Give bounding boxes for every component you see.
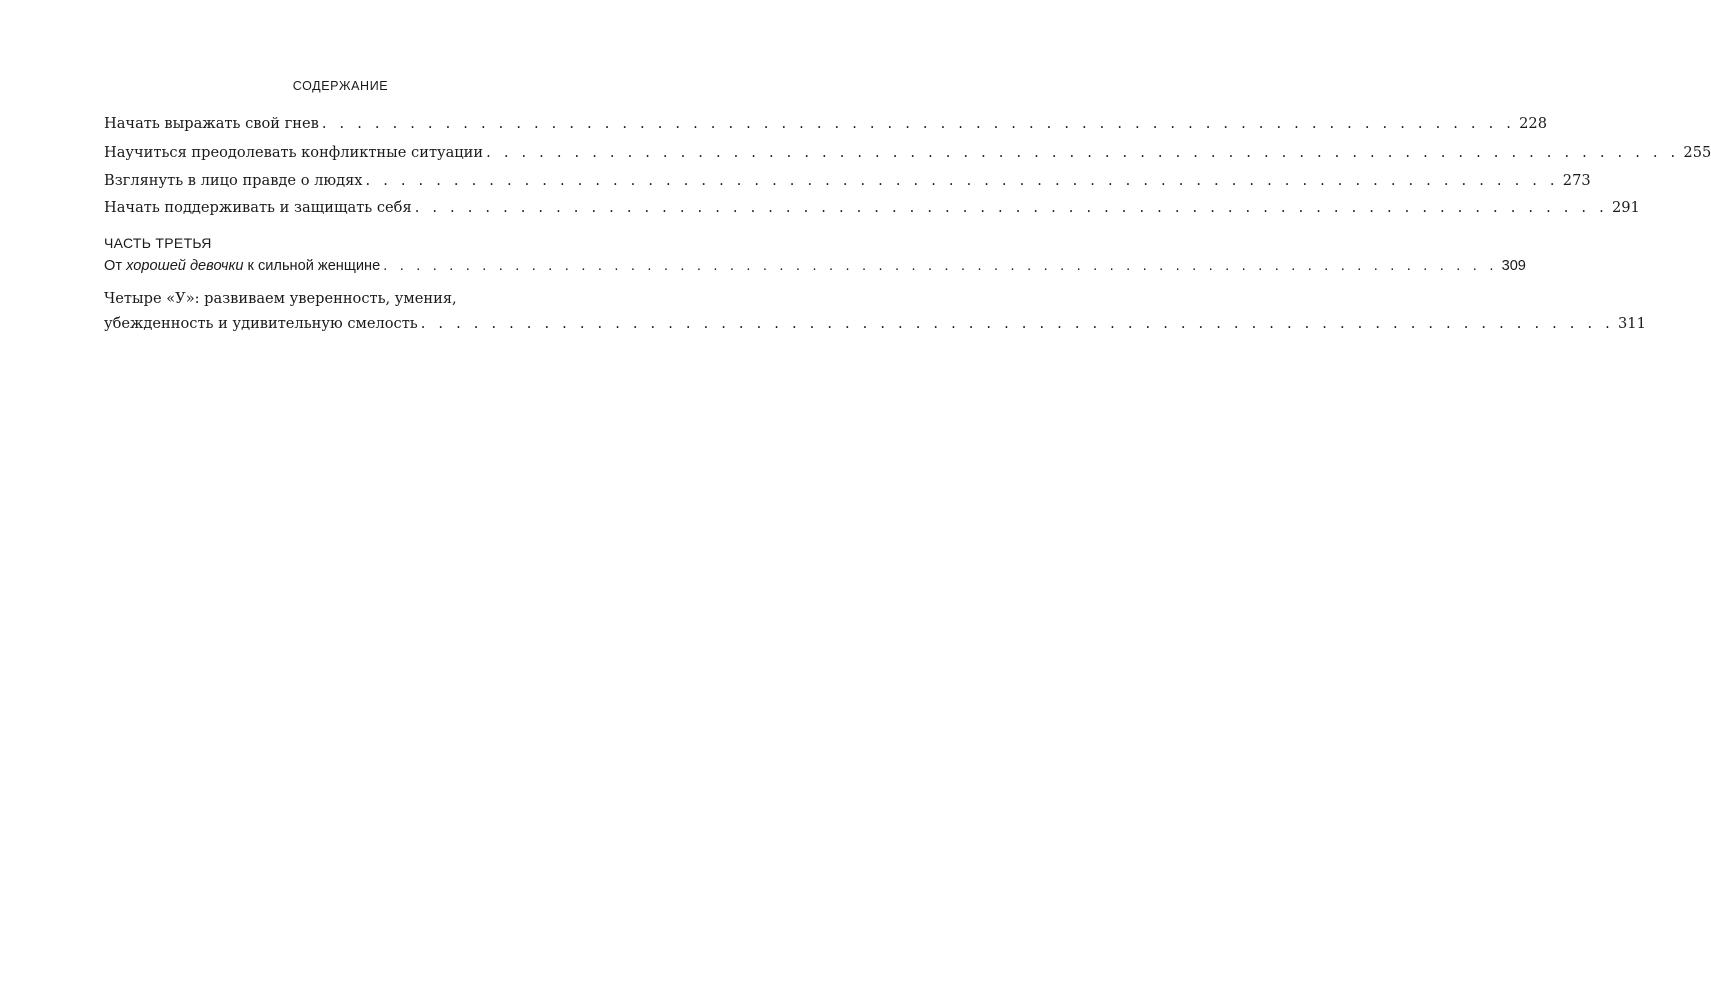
part-heading: ЧАСТЬ ТРЕТЬЯ (104, 235, 212, 251)
dot-leader: . . . . . . . . . . . . . . . . . . . . . . . . . . . . . . . . . . . . . . . . . . . . . . . . . . . . . . . . . . . . . . . . . . . . (365, 172, 1559, 189)
running-head: СОДЕРЖАНИЕ (292, 79, 389, 93)
toc-entry-page: 228 (1519, 115, 1547, 132)
toc-entry-title: Начать поддерживать и защищать себя (104, 199, 412, 216)
title-italic: хорошей девочки (126, 258, 244, 274)
toc-entry-part (104, 255, 1526, 277)
toc-entry-page: 311 (1618, 315, 1646, 332)
dot-leader: . . . . . . . . . . . . . . . . . . . . . . . . . . . . . . . . . . . . . . . . . . . . . . . . . . . . . . . . . . . . . . . . . . . . (383, 258, 1498, 274)
toc-entry (104, 197, 1640, 219)
toc-entry (104, 313, 1646, 335)
title-prefix: От (104, 258, 127, 274)
toc-entry-page: 255 (1683, 144, 1711, 161)
toc-entry-page: 309 (1501, 258, 1526, 274)
toc-entry (104, 170, 1591, 192)
dot-leader: . . . . . . . . . . . . . . . . . . . . . . . . . . . . . . . . . . . . . . . . . . . . . . . . . . . . . . . . . . . . . . . . . . . . (420, 315, 1614, 332)
toc-entry-page: 291 (1611, 199, 1640, 216)
dot-leader: . . . . . . . . . . . . . . . . . . . . . . . . . . . . . . . . . . . . . . . . . . . . . . . . . . . . . . . . . . . . . . . . . . . . (321, 115, 1516, 132)
toc-entry (104, 113, 1547, 135)
toc-entry-title: Начать выражать свой гнев (104, 115, 319, 132)
toc-entry-title: Взглянуть в лицо правде о людях (104, 172, 363, 189)
toc-entry-title: убежденность и удивительную смелость (104, 315, 418, 332)
toc-entry-page: 273 (1562, 172, 1591, 189)
toc-entry-title (104, 255, 380, 277)
title-suffix: к сильной женщине (243, 258, 381, 274)
toc-entry-line1: Четыре «У»: развиваем уверенность, умения, (104, 290, 457, 307)
toc-entry-title: Научиться преодолевать конфликтные ситуации (104, 144, 484, 161)
dot-leader: . . . . . . . . . . . . . . . . . . . . . . . . . . . . . . . . . . . . . . . . . . . . . . . . . . . . . . . . . . . . . . . . . . . . (414, 199, 1608, 216)
toc-entry (104, 142, 1711, 164)
dot-leader: . . . . . . . . . . . . . . . . . . . . . . . . . . . . . . . . . . . . . . . . . . . . . . . . . . . . . . . . . . . . . . . . . . . . (486, 144, 1680, 161)
